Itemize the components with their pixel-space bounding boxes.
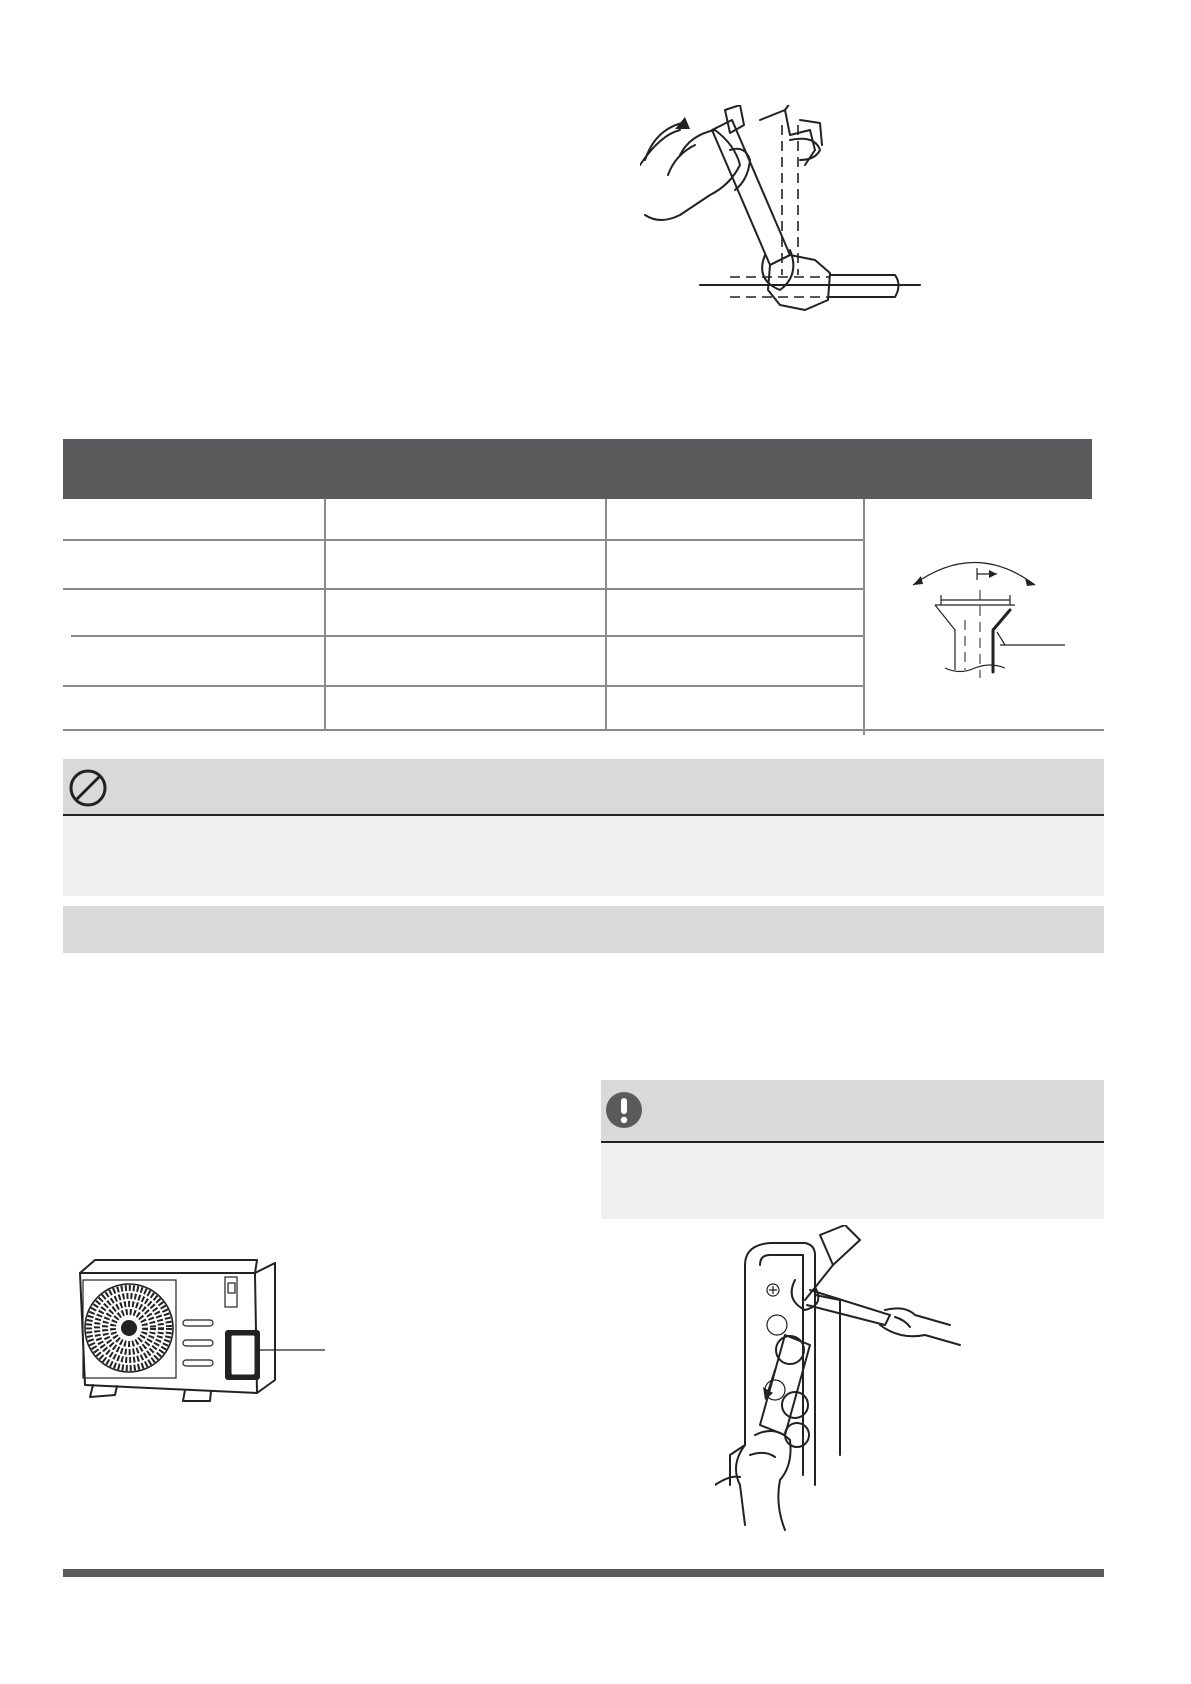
table-column-divider xyxy=(324,499,326,731)
table-header-band xyxy=(63,439,1092,499)
prohibition-header xyxy=(63,759,1104,816)
wrench-tightening-illustration xyxy=(640,105,930,315)
exclamation-icon xyxy=(604,1090,644,1130)
table-row-divider xyxy=(63,539,863,541)
table-row-divider xyxy=(71,635,863,637)
prohibition-body xyxy=(63,816,1104,896)
table-row-divider xyxy=(63,588,863,590)
prohibit-icon xyxy=(68,768,108,808)
section-heading-bar xyxy=(63,906,1104,953)
flare-dimension-diagram xyxy=(905,550,1070,680)
table-row-divider xyxy=(63,729,1104,731)
footer-rule xyxy=(63,1569,1104,1577)
table-column-divider xyxy=(863,499,865,735)
caution-body xyxy=(601,1143,1104,1219)
table-row-divider xyxy=(63,685,863,687)
table-column-divider xyxy=(605,499,607,731)
caution-header xyxy=(601,1080,1104,1143)
service-valve-wrench-illustration xyxy=(715,1225,975,1535)
outdoor-unit-illustration xyxy=(75,1255,335,1405)
